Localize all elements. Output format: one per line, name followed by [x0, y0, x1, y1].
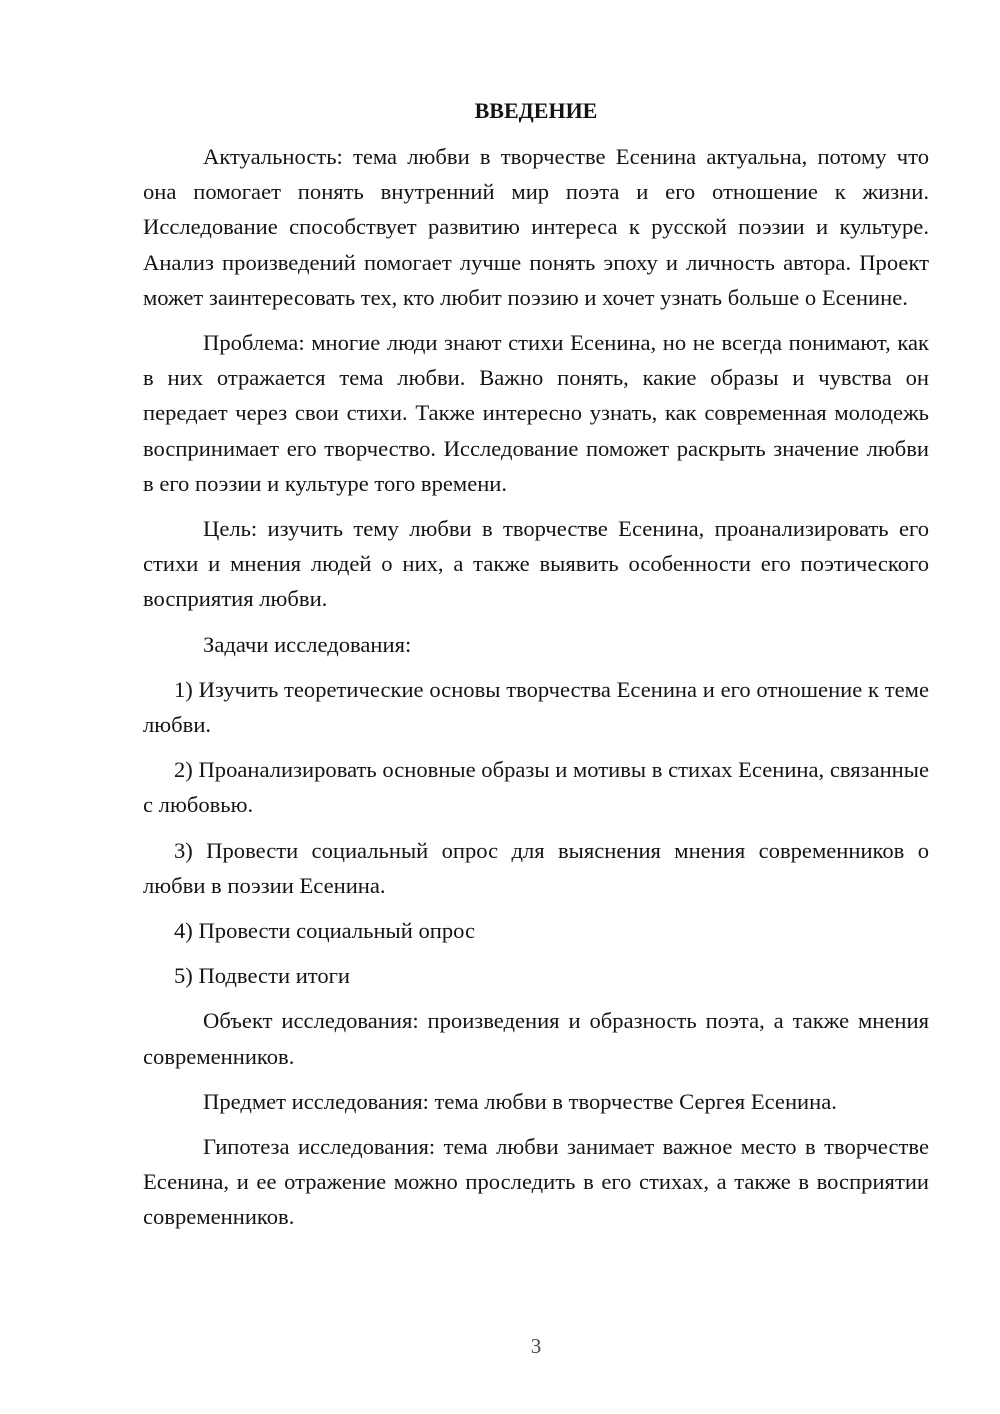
task-item-3: 3) Провести социальный опрос для выяснения мнения современников о любви в поэзии Есенина. — [143, 837, 929, 898]
page-content — [143, 96, 929, 1245]
page-number: 3 — [530, 1334, 542, 1358]
paragraph-object: Объект исследования: произведения и образность поэта, а также мнения современников. — [143, 1008, 929, 1069]
task-item-4: 4) Провести социальный опрос — [174, 918, 476, 944]
paragraph-relevance: Актуальность: тема любви в творчестве Есенина актуальна, потому что она помогает понять внутренний мир поэта и его отношение к жизни. Исследование способствует развитию интереса к русской поэзии и культуре. Анализ произведений помогает лучше понять эпоху и личность автора. Проект может заинтересовать тех, кто любит поэзию и хочет узнать больше о Есенине. — [143, 144, 929, 310]
task-item-2: 2) Проанализировать основные образы и мотивы в стихах Есенина, связанные с любовью. — [143, 757, 929, 818]
paragraph-goal: Цель: изучить тему любви в творчестве Есенина, проанализировать его стихи и мнения людей о них, а также выявить особенности его поэтического восприятия любви. — [143, 516, 929, 612]
section-heading: ВВЕДЕНИЕ — [474, 98, 598, 123]
paragraph-tasks-heading: Задачи исследования: — [203, 631, 412, 657]
paragraph-problem: Проблема: многие люди знают стихи Есенина, но не всегда понимают, как в них отражается тема любви. Важно понять, какие образы и чувства он передает через свои стихи. Также интересно узнать, как современная молодежь воспринимает его творчество. Исследование поможет раскрыть значение любви в его поэзии и культуре того времени. — [143, 330, 929, 496]
paragraph-subject: Предмет исследования: тема любви в творчестве Сергея Есенина. — [203, 1088, 837, 1114]
task-item-5: 5) Подвести итоги — [174, 963, 351, 989]
paragraph-hypothesis: Гипотеза исследования: тема любви занимает важное место в творчестве Есенина, и ее отражение можно проследить в его стихах, а также в восприятии современников. — [143, 1134, 929, 1230]
task-item-1: 1) Изучить теоретические основы творчества Есенина и его отношение к теме любви. — [143, 676, 929, 738]
